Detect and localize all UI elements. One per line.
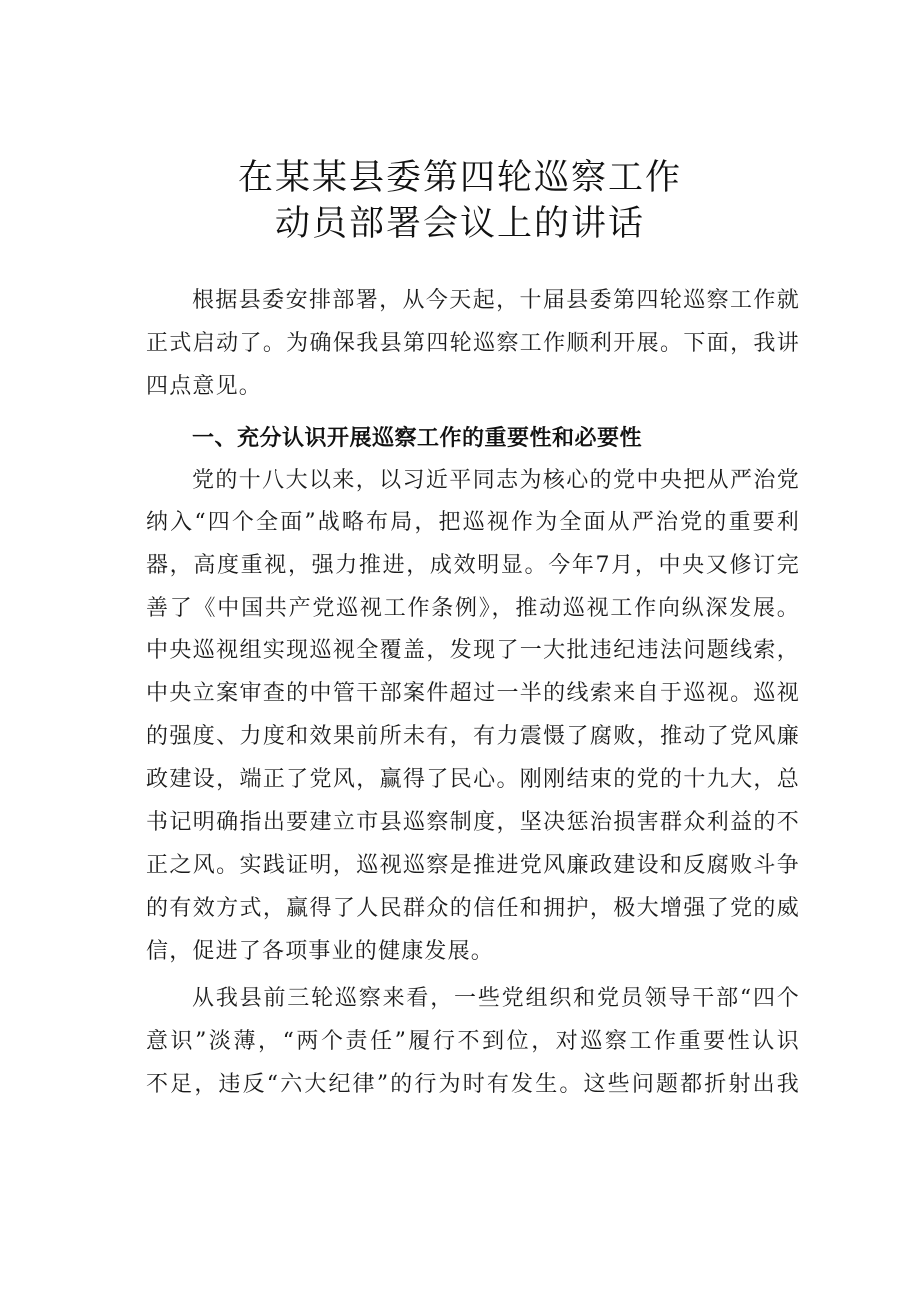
para-1-line-4: 善了《中国共产党巡视工作条例》，推动巡视工作向纵深发展。: [146, 596, 800, 621]
intro-line-1: 根据县委安排部署，从今天起，十届县委第四轮巡察工作就: [192, 288, 800, 313]
para-2-line-2: 意识”淡薄，“两个责任”履行不到位，对巡察工作重要性认识: [146, 1029, 800, 1054]
para-2-line-3: 不足，违反“六大纪律”的行为时有发生。这些问题都折射出我: [146, 1072, 800, 1097]
para-1-line-2: 纳入“四个全面”战略布局，把巡视作为全面从严治党的重要利: [146, 510, 800, 535]
para-1-line-8: 政建设，端正了党风，赢得了民心。刚刚结束的党的十九大，总: [146, 767, 800, 792]
document-title-line-2: 动员部署会议上的讲话: [274, 204, 645, 244]
section-1-heading: 一、充分认识开展巡察工作的重要性和必要性: [192, 426, 643, 451]
para-1-line-1: 党的十八大以来，以习近平同志为核心的党中央把从严治党: [192, 468, 800, 493]
para-1-line-5: 中央巡视组实现巡视全覆盖，发现了一大批违纪违法问题线索，: [146, 638, 800, 663]
para-1-line-10: 正之风。实践证明，巡视巡察是推进党风廉政建设和反腐败斗争: [146, 853, 800, 878]
intro-line-2: 正式启动了。为确保我县第四轮巡察工作顺利开展。下面，我讲: [146, 331, 800, 356]
para-1-line-6: 中央立案审查的中管干部案件超过一半的线索来自于巡视。巡视: [146, 681, 800, 706]
para-1-line-3: 器，高度重视，强力推进，成效明显。今年7月，中央又修订完: [146, 553, 800, 578]
para-1-line-11: 的有效方式，赢得了人民群众的信任和拥护，极大增强了党的威: [146, 896, 800, 921]
para-1-line-7: 的强度、力度和效果前所未有，有力震慑了腐败，推动了党风廉: [146, 724, 800, 749]
intro-line-3: 四点意见。: [146, 374, 263, 399]
document-title-line-1: 在某某县委第四轮巡察工作: [237, 158, 682, 198]
para-1-line-9: 书记明确指出要建立市县巡察制度，坚决惩治损害群众利益的不: [146, 810, 800, 835]
para-1-line-12: 信，促进了各项事业的健康发展。: [146, 939, 495, 964]
para-2-line-1: 从我县前三轮巡察来看，一些党组织和党员领导干部“四个: [192, 986, 800, 1011]
